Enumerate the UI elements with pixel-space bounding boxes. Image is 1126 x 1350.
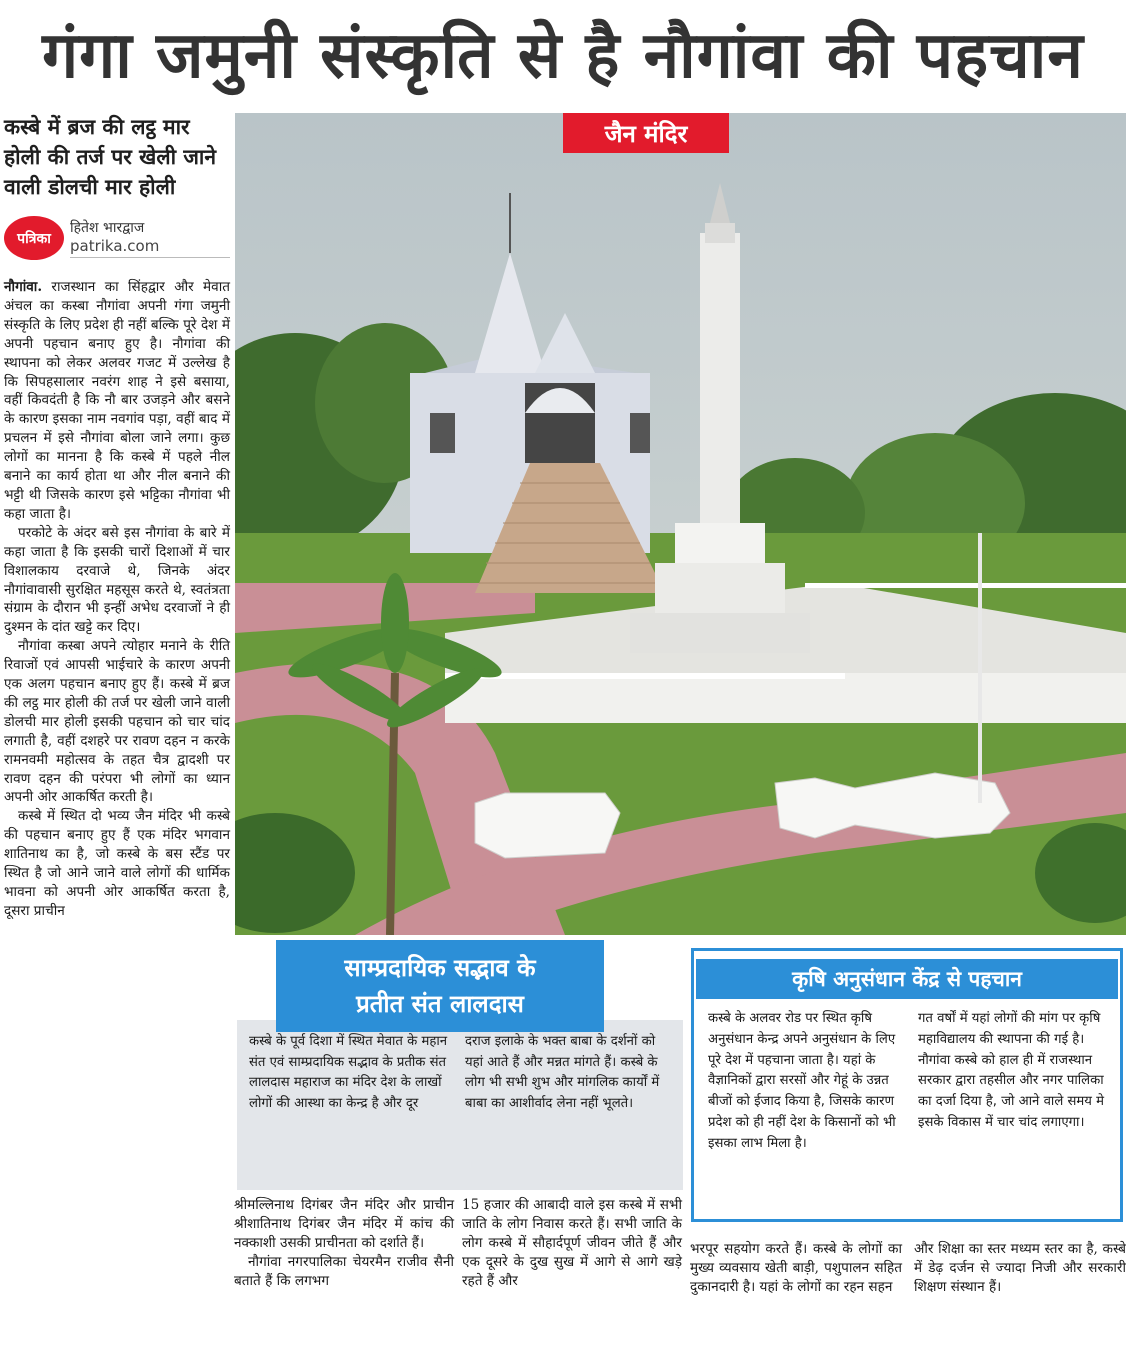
box2-title: कृषि अनुसंधान केंद्र से पहचान [696, 959, 1118, 999]
paragraph: श्रीमल्लिनाथ दिगंबर जैन मंदिर और प्राचीन श्रीशातिनाथ दिगंबर जैन मंदिर में कांच की नक्काशी उसकी प्राचीनता को दर्शाते हैं। [234, 1197, 454, 1251]
paragraph: नौगांवा कस्बा अपने त्योहार मनाने के रीति रिवाजों एवं आपसी भाईचारे के कारण अपनी एक अलग पहचान बनाए हुए हैं। कस्बे में ब्रज की लट्ठ मार होली की तर्ज पर खेली जाने वाली डोलची मार होली इसकी पहचान को चार चांद लगाती है, वहीं दशहरे पर रावण दहन न करके रामनवमी महोत्सव के तहत चैत्र द्वादशी पर रावण दहन की परंपरा भी लोगों का ध्यान अपनी ओर आकर्षित करती है। [4, 638, 230, 806]
paragraph: परकोटे के अंदर बसे इस नौगांवा के बारे में कहा जाता है कि इसकी चारों दिशाओं में चार विशालकाय दरवाजे थे, जिनके अंदर नौगांवावासी सुरक्षित महसूस करते थे, स्वतंत्रता संग्राम के दौरान भी इन्हीं अभेध दरवाजों ने ही दुश्मन के दांत खट्टे कर दिए। [4, 524, 230, 636]
article-column-4: भरपूर सहयोग करते हैं। कस्बे के लोगों का मुख्य व्यवसाय खेती बाड़ी, पशुपालन सहित दुकानदारी है। यहां के लोगों का रहन सहन [690, 1241, 902, 1295]
box2-column-2: गत वर्षों में यहां लोगों की मांग पर कृषि महाविद्यालय की स्थापना की गई है। नौगांवा कस्बे को हाल ही में राजस्थान सरकार द्वारा तहसील और नगर पालिका का दर्जा दिया है, जो आने वाले समय मे इसके विकास में चार चांद लगाएगा। [918, 1011, 1104, 1130]
box1-column-1: कस्बे के पूर्व दिशा में स्थित मेवात के महान संत एवं साम्प्रदायिक सद्भाव के प्रतीक संत लालदास महाराज का मंदिर देश के लाखों लोगों की आस्था का केन्द्र है और दूर [249, 1034, 448, 1111]
box2-column-1: कस्बे के अलवर रोड पर स्थित कृषि अनुसंधान केन्द्र अपने अनुसंधान के लिए पूरे देश में पहचाना जाता है। यहां के वैज्ञानिकों द्वारा सरसों और गेहूं के उन्नत बीजों को ईजाद किया है, जिसके कारण प्रदेश को ही नहीं देश के किसानों को भी इसका लाभ मिला है। [708, 1011, 896, 1151]
sidebar-box-lal-das [237, 1020, 683, 1190]
article-column-2 [234, 1196, 454, 1291]
temple-illustration [235, 113, 1126, 935]
box1-title [276, 940, 604, 1032]
box1-column-2: दराज इलाके के भक्त बाबा के दर्शनों को यहां आते हैं और मन्नत मांगते हैं। कस्बे के लोग भी सभी शुभ और मांगलिक कार्यों में बाबा का आशीर्वाद लेना नहीं भूलते। [465, 1034, 660, 1111]
dateline: नौगांवा. [4, 279, 43, 295]
article-column-5: और शिक्षा का स्तर मध्यम स्तर का है, कस्बे में डेढ़ दर्जन से ज्यादा निजी और सरकारी शिक्षण संस्थान हैं। [914, 1241, 1126, 1295]
subheadline: कस्बे में ब्रज की लट्ठ मार होली की तर्ज पर खेली जाने वाली डोलची मार होली [4, 115, 216, 199]
paragraph-text: राजस्थान का सिंहद्वार और मेवात अंचल का कस्बा नौगांवा अपनी गंगा जमुनी संस्कृति के लिए प्रदेश ही नहीं बल्कि पूरे देश में अपनी पहचान बनाए हुए है। नौगांवा की स्थापना को लेकर अलवर गजट में उल्लेख है कि सिपहसालार नवरंग शाह ने इसे बसाया, वहीं किवदंती है कि नौ बार उजड़ने और बसने के कारण इसका नाम नवगांव पड़ा, वहीं बाद में प्रचलन में इसे नौगांवा बोला जाने लगा। कुछ लोगों का मानना है कि कस्बे में पहले नील बनाने का कार्य होता था और नील बनाने की भट्टी थी जिसके कारण इसे भट्टिका नौगांवा भी कहा जाता है। [4, 279, 230, 522]
paragraph: कस्बे में स्थित दो भव्य जैन मंदिर भी कस्बे की पहचान बनाए हुए हैं एक मंदिर भगवान शातिनाथ का है, जो कस्बे के बस स्टैंड पर स्थित है जो आने जाने वाले लोगों की धार्मिक भावना को अपनी ओर आकर्षित करता है, दूसरा प्राचीन [4, 808, 230, 919]
jain-temple-photo [235, 113, 1126, 935]
reporter-name: हितेश भारद्वाज [70, 220, 145, 236]
paragraph [4, 278, 230, 524]
article-column-3: 15 हजार की आबादी वाले इस कस्बे में सभी जाति के लोग निवास करते हैं। सभी जाति के लोग कस्बे में सौहार्दपूर्ण जीवन जीते हैं और एक दूसरे के दुख सुख में आगे से आगे खड़े रहते हैं और [462, 1197, 682, 1289]
box1-title-line2: प्रतीत संत लालदास [356, 990, 524, 1018]
headline: गंगा जमुनी संस्कृति से है नौगांवा की पहचान [42, 18, 1084, 93]
sidebar-box-agri-research [691, 948, 1123, 1222]
site-name: patrika.com [70, 237, 160, 255]
box1-title-line1: साम्प्रदायिक सद्भाव के [344, 954, 536, 982]
article-body-left [4, 278, 230, 921]
paragraph: नौगांवा नगरपालिका चेयरमैन राजीव सैनी बताते हैं कि लगभग [234, 1253, 454, 1289]
byline-text [70, 218, 230, 258]
photo-label: जैन मंदिर [563, 113, 729, 153]
left-column [4, 112, 230, 921]
patrika-logo: पत्रिका [4, 216, 64, 260]
byline [4, 212, 230, 264]
